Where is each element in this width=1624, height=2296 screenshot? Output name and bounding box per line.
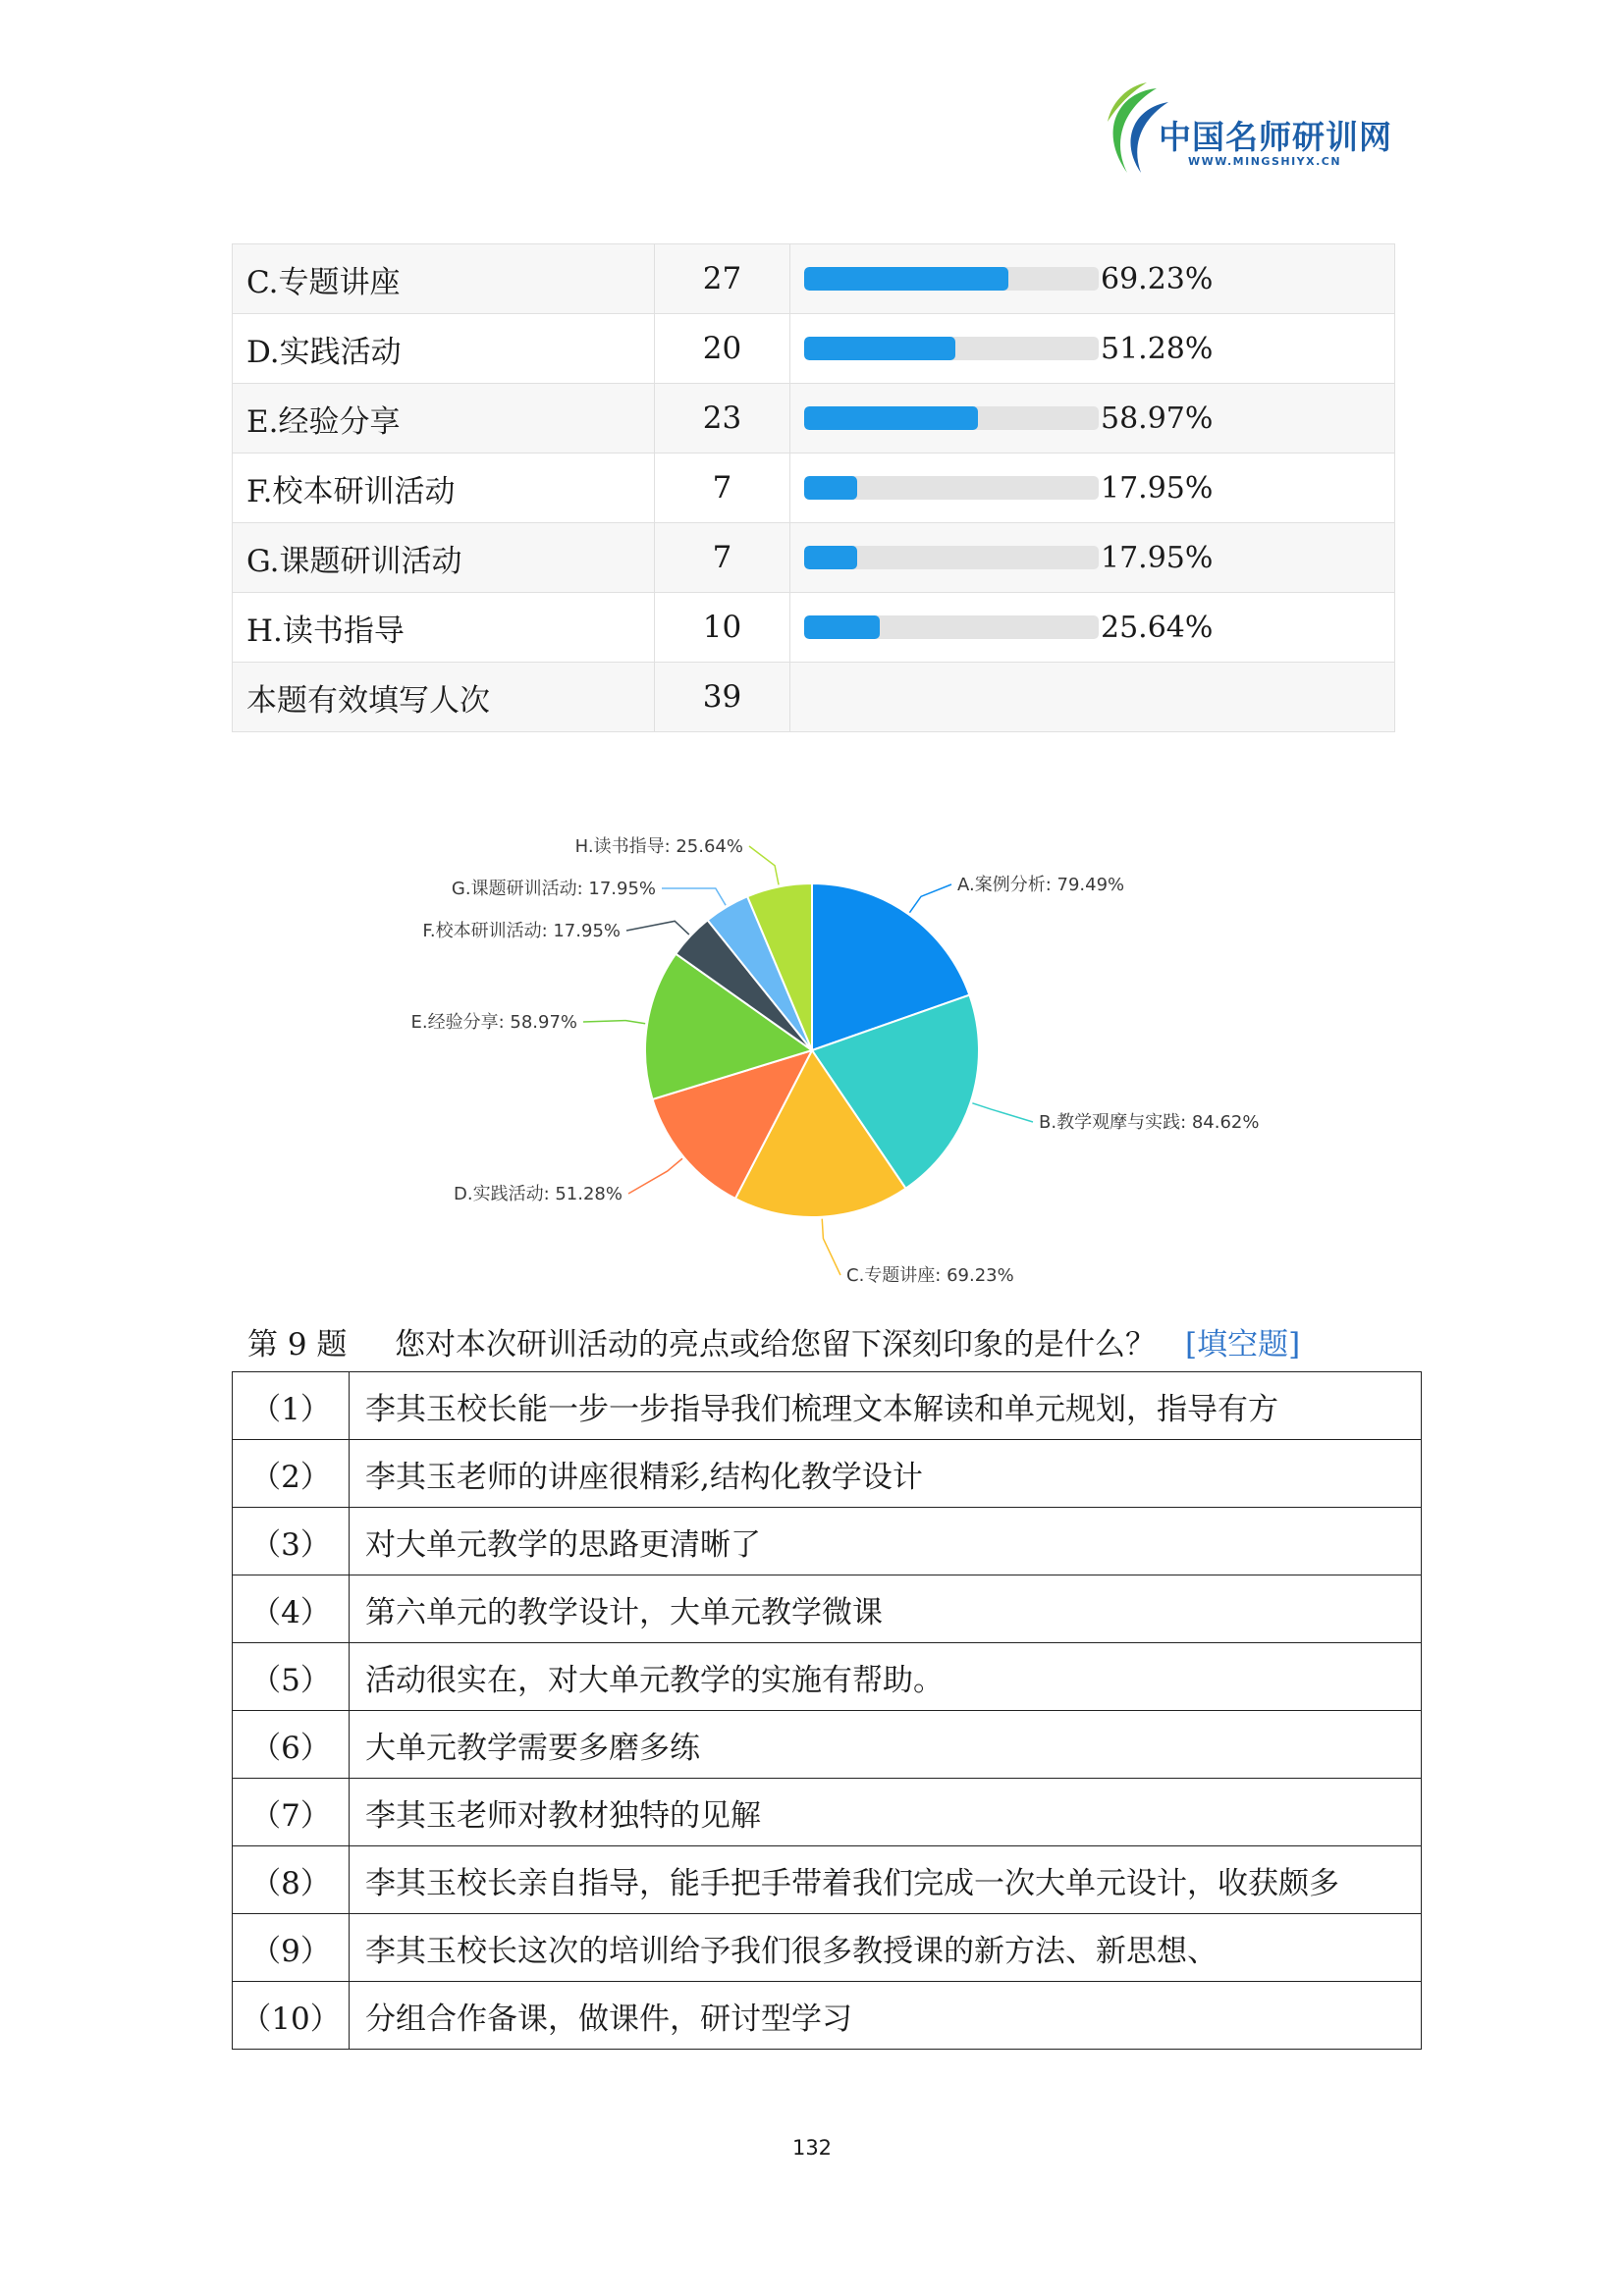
answer-text: 李其玉老师的讲座很精彩,结构化教学设计 xyxy=(350,1440,1422,1508)
percent-bar xyxy=(804,546,1099,569)
answer-row xyxy=(233,1643,1422,1711)
option-percent-cell xyxy=(790,454,1395,523)
option-count: 7 xyxy=(655,523,790,593)
pie-slice-label: C.专题讲座: 69.23% xyxy=(846,1265,1014,1286)
logo-text: 中国名师研训网 xyxy=(1159,118,1392,156)
pie-slice-label: E.经验分享: 58.97% xyxy=(410,1012,577,1033)
answer-row xyxy=(233,1440,1422,1508)
stats-row xyxy=(233,384,1395,454)
option-label: F.校本研训活动 xyxy=(233,454,655,523)
answer-text: 第六单元的教学设计，大单元教学微课 xyxy=(350,1575,1422,1643)
total-empty-cell xyxy=(790,663,1395,732)
option-count: 20 xyxy=(655,314,790,384)
answers-table xyxy=(232,1371,1422,2050)
percent-bar xyxy=(804,267,1099,291)
total-count: 39 xyxy=(655,663,790,732)
pie-slice-label: D.实践活动: 51.28% xyxy=(453,1184,623,1204)
answer-text: 李其玉校长亲自指导，能手把手带着我们完成一次大单元设计，收获颇多 xyxy=(350,1846,1422,1914)
pie-leader-line xyxy=(662,888,726,905)
stats-total-row xyxy=(233,663,1395,732)
percent-bar xyxy=(804,406,1099,430)
answer-text: 分组合作备课，做课件，研讨型学习 xyxy=(350,1982,1422,2050)
option-percent: 17.95% xyxy=(1101,470,1214,506)
option-percent-cell xyxy=(790,314,1395,384)
option-label: C.专题讲座 xyxy=(233,244,655,314)
stats-row xyxy=(233,454,1395,523)
answer-text: 活动很实在，对大单元教学的实施有帮助。 xyxy=(350,1643,1422,1711)
percent-bar-fill xyxy=(804,546,857,569)
logo-url: WWW.MINGSHIYX.CN xyxy=(1188,155,1342,168)
answer-index: （10） xyxy=(233,1982,350,2050)
pie-leader-line xyxy=(626,921,689,934)
answer-index: （9） xyxy=(233,1914,350,1982)
total-label: 本题有效填写人次 xyxy=(233,663,655,732)
percent-bar-fill xyxy=(804,615,880,639)
pie-slice-label: B.教学观摩与实践: 84.62% xyxy=(1039,1112,1260,1133)
option-percent: 17.95% xyxy=(1101,540,1214,575)
percent-bar-fill xyxy=(804,406,978,430)
option-label: G.课题研训活动 xyxy=(233,523,655,593)
percent-bar xyxy=(804,476,1099,500)
answer-row xyxy=(233,1982,1422,2050)
option-percent: 69.23% xyxy=(1101,261,1214,296)
option-count: 7 xyxy=(655,454,790,523)
pie-slice-label: H.读书指导: 25.64% xyxy=(574,836,743,857)
question-number: 第 9 题 xyxy=(247,1327,348,1362)
answer-index: （3） xyxy=(233,1508,350,1575)
option-percent-cell xyxy=(790,523,1395,593)
answer-text: 李其玉校长这次的培训给予我们很多教授课的新方法、新思想、 xyxy=(350,1914,1422,1982)
answer-row xyxy=(233,1711,1422,1779)
question-type: [填空题] xyxy=(1185,1327,1301,1362)
answer-index: （6） xyxy=(233,1711,350,1779)
pie-leader-line xyxy=(628,1158,682,1194)
answer-row xyxy=(233,1575,1422,1643)
answer-text: 李其玉校长能一步一步指导我们梳理文本解读和单元规划，指导有方 xyxy=(350,1372,1422,1440)
answer-row xyxy=(233,1372,1422,1440)
percent-bar-fill xyxy=(804,337,955,360)
answer-index: （1） xyxy=(233,1372,350,1440)
pie-slice-label: F.校本研训活动: 17.95% xyxy=(422,921,621,941)
answer-row xyxy=(233,1846,1422,1914)
stats-row xyxy=(233,523,1395,593)
option-label: H.读书指导 xyxy=(233,593,655,663)
pie-leader-line xyxy=(909,884,951,913)
option-label: E.经验分享 xyxy=(233,384,655,454)
option-label: D.实践活动 xyxy=(233,314,655,384)
option-count: 10 xyxy=(655,593,790,663)
option-percent-cell xyxy=(790,593,1395,663)
option-percent: 25.64% xyxy=(1101,610,1214,645)
option-percent-cell xyxy=(790,244,1395,314)
percent-bar-fill xyxy=(804,267,1008,291)
percent-bar xyxy=(804,615,1099,639)
pie-leader-line xyxy=(749,846,779,884)
page-number: 132 xyxy=(791,2136,833,2160)
option-count: 27 xyxy=(655,244,790,314)
stats-row xyxy=(233,314,1395,384)
answer-text: 李其玉老师对教材独特的见解 xyxy=(350,1779,1422,1846)
answer-row xyxy=(233,1914,1422,1982)
percent-bar xyxy=(804,337,1099,360)
percent-bar-fill xyxy=(804,476,857,500)
answer-index: （4） xyxy=(233,1575,350,1643)
option-stats-table xyxy=(232,243,1395,732)
answer-row xyxy=(233,1508,1422,1575)
pie-slice-label: A.案例分析: 79.49% xyxy=(957,875,1125,895)
answer-text: 对大单元教学的思路更清晰了 xyxy=(350,1508,1422,1575)
answer-text: 大单元教学需要多磨多练 xyxy=(350,1711,1422,1779)
option-percent: 58.97% xyxy=(1101,400,1214,436)
pie-leader-line xyxy=(972,1103,1033,1122)
answer-index: （8） xyxy=(233,1846,350,1914)
answer-index: （7） xyxy=(233,1779,350,1846)
question-heading xyxy=(247,1319,1300,1363)
answer-index: （5） xyxy=(233,1643,350,1711)
answer-row xyxy=(233,1779,1422,1846)
option-percent-cell xyxy=(790,384,1395,454)
stats-row xyxy=(233,593,1395,663)
pie-leader-line xyxy=(583,1021,645,1024)
answer-index: （2） xyxy=(233,1440,350,1508)
pie-chart xyxy=(393,820,1375,1291)
option-percent: 51.28% xyxy=(1101,331,1214,366)
option-count: 23 xyxy=(655,384,790,454)
site-logo xyxy=(1098,82,1402,181)
stats-row xyxy=(233,244,1395,314)
question-text: 您对本次研训活动的亮点或给您留下深刻印象的是什么？ xyxy=(395,1327,1156,1362)
pie-leader-line xyxy=(822,1219,840,1275)
pie-slice-label: G.课题研训活动: 17.95% xyxy=(451,879,656,899)
